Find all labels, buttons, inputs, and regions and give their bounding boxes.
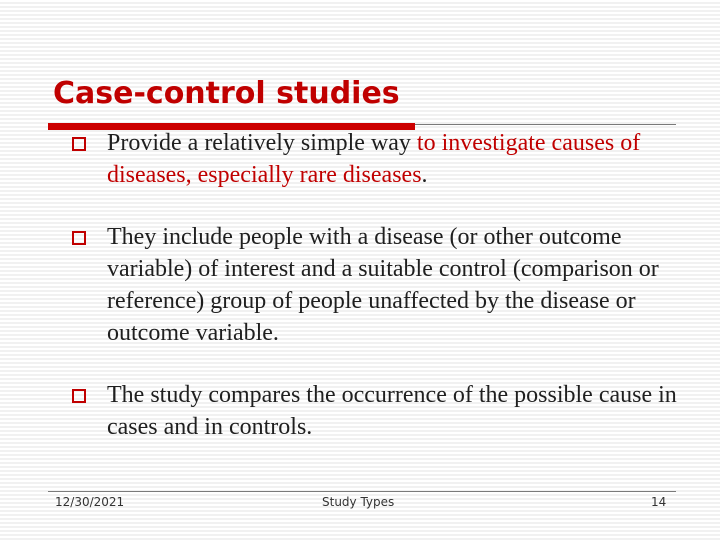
- footer-title: Study Types: [322, 495, 395, 509]
- page-number: 14: [651, 495, 667, 509]
- footer-date: 12/30/2021: [55, 495, 125, 509]
- bullet-text: They include people with a disease (or other outcome variable) of interest and a suitable control (comparison or reference) group of people unaffected by the disease or outcome variable.: [107, 224, 659, 346]
- square-bullet-icon: [72, 231, 86, 245]
- bullet-list: [72, 127, 692, 443]
- bullet-highlight-text: to investigate causes of diseases, especially rare diseases: [107, 130, 641, 188]
- bullet-item: [72, 127, 692, 191]
- bullet-item: [72, 221, 692, 349]
- bullet-item: [72, 379, 692, 443]
- bullet-text: Provide a relatively simple way: [107, 130, 417, 156]
- square-bullet-icon: [72, 137, 86, 151]
- square-bullet-icon: [72, 389, 86, 403]
- footer-divider: [48, 491, 676, 492]
- slide-title: Case-control studies: [53, 76, 400, 111]
- bullet-text: The study compares the occurrence of the possible cause in cases and in controls.: [107, 382, 677, 440]
- bullet-text-end: .: [421, 162, 428, 188]
